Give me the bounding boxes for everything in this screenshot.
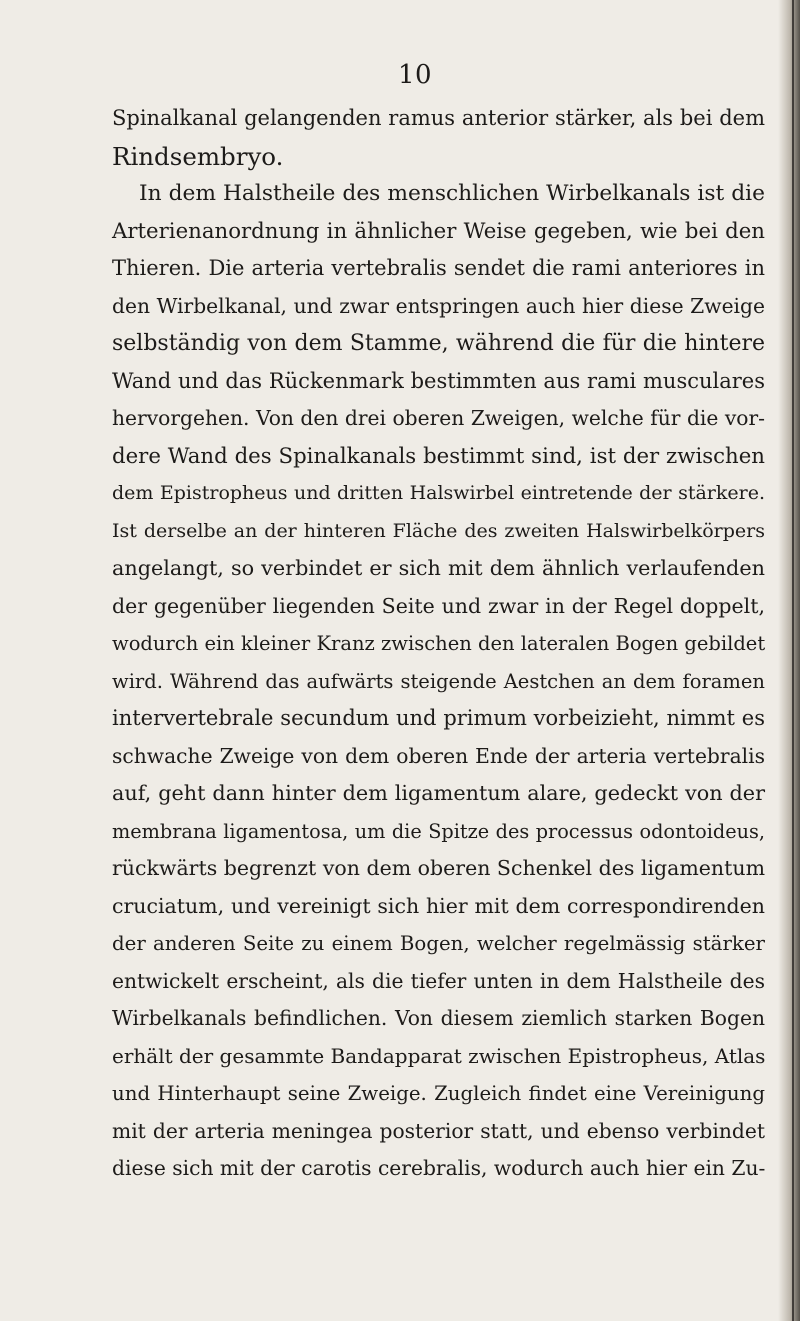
text-line: dem Epistropheus und dritten Halswirbel eintretende der stärkere. [112,482,765,504]
text-line: entwickelt erscheint, als die tiefer unten in dem Halstheile des [112,968,765,993]
text-line: erhält der gesammte Bandapparat zwischen Epistropheus, Atlas [112,1043,766,1068]
text-line: Ist derselbe an der hinteren Fläche des zweiten Halswirbelkörpers [112,519,765,542]
text-line: angelangt, so verbindet er sich mit dem ähnlich verlaufenden [112,556,765,580]
text-line: selbständig von dem Stamme, während die für die hintere [112,331,765,356]
text-line: schwache Zweige von dem oberen Ende der arteria vertebralis [112,743,765,768]
text-line: Rindsembryo. [112,141,284,171]
text-line: rückwärts begrenzt von dem oberen Schenkel des ligamentum [112,856,766,880]
text-line: wodurch ein kleiner Kranz zwischen den lateralen Bogen gebildet [112,632,766,655]
text-line: hervorgehen. Von den drei oberen Zweigen, welche für die vor- [112,406,765,430]
text-line: Thieren. Die arteria vertebralis sendet die rami anteriores in [112,256,765,280]
text-line: Wand und das Rückenmark bestimmten aus rami musculares [112,368,765,393]
text-line: membrana ligamentosa, um die Spitze des processus odontoideus, [112,819,765,843]
text-line: den Wirbelkanal, und zwar entspringen auch hier diese Zweige [112,293,765,318]
text-line: intervertebrale secundum und primum vorbeizieht, nimmt es [112,706,765,730]
text-line: Arterienanordnung in ähnlicher Weise gegeben, wie bei den [112,218,765,244]
text-line: wird. Während das aufwärts steigende Aestchen an dem foramen [112,669,765,693]
text-line: der anderen Seite zu einem Bogen, welcher regelmässig stärker [112,932,765,955]
text-line: dere Wand des Spinalkanals bestimmt sind, ist der zwischen [112,443,765,469]
text-line: Spinalkanal gelangenden ramus anterior stärker, als bei dem [112,106,765,130]
text-line: mit der arteria meningea posterior statt, und ebenso verbindet [112,1118,765,1143]
text-line: In dem Halstheile des menschlichen Wirbelkanals ist die [139,181,765,206]
page-edge-shadow [778,0,800,1321]
text-line: diese sich mit der carotis cerebralis, wodurch auch hier ein Zu- [112,1156,766,1180]
page-number: 10 [397,60,433,90]
text-line: Wirbelkanals befindlichen. Von diesem ziemlich starken Bogen [112,1006,765,1030]
text-line: der gegenüber liegenden Seite und zwar in der Regel doppelt, [112,593,765,618]
text-line: cruciatum, und vereinigt sich hier mit dem correspondirenden [112,893,765,918]
body-text [112,100,765,1188]
text-line: und Hinterhaupt seine Zweige. Zugleich findet eine Vereinigung [112,1082,765,1105]
page-edge-line [792,0,794,1321]
text-line: auf, geht dann hinter dem ligamentum alare, gedeckt von der [112,781,765,805]
